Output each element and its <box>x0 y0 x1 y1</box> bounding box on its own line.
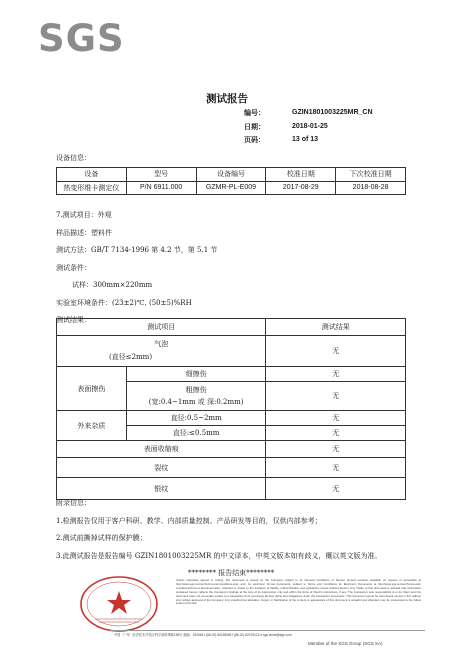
results-label: 测试结果： <box>56 316 91 324</box>
table-cell <box>126 382 266 411</box>
table-header: 测试结果 <box>266 319 406 336</box>
appendix-notes <box>56 495 381 583</box>
crack-label: 裂纹 <box>57 458 266 478</box>
footer-divider <box>110 630 425 631</box>
table-row <box>57 458 406 478</box>
table-header: 型号 <box>126 168 196 182</box>
result-cell: 无 <box>266 336 406 367</box>
silver-streak-label: 银纹 <box>57 478 266 500</box>
surface-scratch-label: 表面擦伤 <box>57 367 127 411</box>
test-item: 7.测试项目：外观 <box>56 211 112 219</box>
company-address: 中国 · 广州 · 经济技术开发区科学城科珠路198号 邮编：510663 t (86-20) 82155555 f (86-20) 82075123 e sgs.china@sgs.com <box>114 633 292 637</box>
appendix-label: 附录信息： <box>56 499 91 507</box>
report-end: ******** 报告结束******** <box>188 569 275 577</box>
table-row <box>57 367 406 382</box>
table-header: 校准日期 <box>266 168 336 182</box>
results-table <box>56 318 406 500</box>
table-cell: GZMR-PL-E009 <box>196 181 266 195</box>
table-header-row <box>57 168 406 182</box>
table-header-row <box>57 319 406 336</box>
table-header: 设备 <box>57 168 127 182</box>
table-cell: 2017-08-29 <box>266 181 336 195</box>
legal-disclaimer: Unless otherwise agreed in writing, this document is issued by the Company subject to its General Conditions of Service printed overleaf, available on request or accessible at http://www.sgs.com/en/Terms-and-Conditions.aspx and, for electronic format documents, subject to Terms and Conditions for Electronic Documents at http://www.sgs.com/en/Terms-and-Conditions/Terms-e-Document.aspx. Attention is drawn to the limitation of liability, indemnification and jurisdiction issues defined therein. Any holder of this document is advised that information contained hereon reflects the Company's findings at the time of its intervention only and within the limits of Client's instructions, if any. The Company's sole responsibility is to its Client and this document does not exonerate parties to a transaction from exercising all their rights and obligations under the transaction documents. This document cannot be reproduced except in full, without prior written approval of the Company. Any unauthorized alteration, forgery or falsification of the content or appearance of this document is unlawful and offenders may be prosecuted to the fullest extent of the law. <box>176 578 421 606</box>
note-line: 2.测试前撕掉试样的保护膜； <box>56 534 147 542</box>
table-cell: 热变形维卡测定仪 <box>57 181 127 195</box>
table-row <box>57 336 406 367</box>
bubble-sub: (直径≤2mm) <box>109 353 153 361</box>
shrink-mark-label: 表面收缩痕 <box>57 441 266 458</box>
table-header: 测试项目 <box>57 319 266 336</box>
result-cell: 无 <box>266 367 406 382</box>
equipment-table <box>56 167 406 195</box>
table-row <box>57 411 406 426</box>
company-seal-icon <box>79 575 159 633</box>
report-date: 2018-01-25 <box>292 122 328 130</box>
report-meta <box>244 106 373 147</box>
result-cell: 无 <box>266 441 406 458</box>
note-line: 1.检测报告仅用于客户科研、教学、内部质量控制、产品研发等目的，仅供内部参考； <box>56 516 322 525</box>
meta-key: 编号： <box>244 108 265 117</box>
table-cell: 2018-08-28 <box>336 181 406 195</box>
table-row <box>57 181 406 195</box>
foreign-matter-label: 外来杂质 <box>57 411 127 441</box>
meta-key: 日期： <box>244 121 265 131</box>
report-number: GZIN1801003225MR_CN <box>292 109 373 116</box>
test-conditions: 测试条件： <box>56 263 91 272</box>
result-cell: 无 <box>266 478 406 500</box>
bubble-label: 气泡 <box>154 340 169 348</box>
sample-description: 样品描述：塑料件 <box>56 228 112 237</box>
sgs-logo: SGS <box>38 17 125 60</box>
lab-environment: 实验室环境条件：(23±2)℃, (50±5)%RH <box>56 298 192 307</box>
result-cell: 无 <box>266 411 406 426</box>
page-number: 13 of 13 <box>292 136 319 143</box>
page-title: 测试报告 <box>206 93 248 105</box>
table-header: 设备编号 <box>196 168 266 182</box>
test-method: 测试方法：GB/T 7134-1996 第 4.2 节，第 5.1 节 <box>56 246 218 254</box>
diameter-range-2: 直径:≤0.5mm <box>126 426 266 441</box>
note-line: 3.此测试报告是报告编号 GZIN1801003225MR 的中文译本，中英文版本如有歧义，概以英文版为准。 <box>56 551 382 560</box>
result-cell: 无 <box>266 426 406 441</box>
test-info <box>56 207 217 330</box>
table-cell: P/N 6911.000 <box>126 181 196 195</box>
table-cell <box>57 336 266 367</box>
table-header: 下次校准日期 <box>336 168 406 182</box>
result-cell: 无 <box>266 458 406 478</box>
fine-scratch-label: 细擦伤 <box>126 367 266 382</box>
coarse-scratch-label: 粗擦伤 <box>185 386 207 394</box>
member-text: Member of the SGS Group (SGS SA) <box>308 641 383 646</box>
table-row <box>57 441 406 458</box>
diameter-range-1: 直径:0.5~2mm <box>126 411 266 426</box>
specimen-size: 试样：300mm×220mm <box>72 281 153 289</box>
result-cell: 无 <box>266 382 406 411</box>
equipment-label: 设备信息： <box>56 154 91 162</box>
meta-key: 页码： <box>244 135 265 144</box>
coarse-scratch-sub: (宽:0.4~1mm 或 深:0.2mm) <box>148 398 244 406</box>
